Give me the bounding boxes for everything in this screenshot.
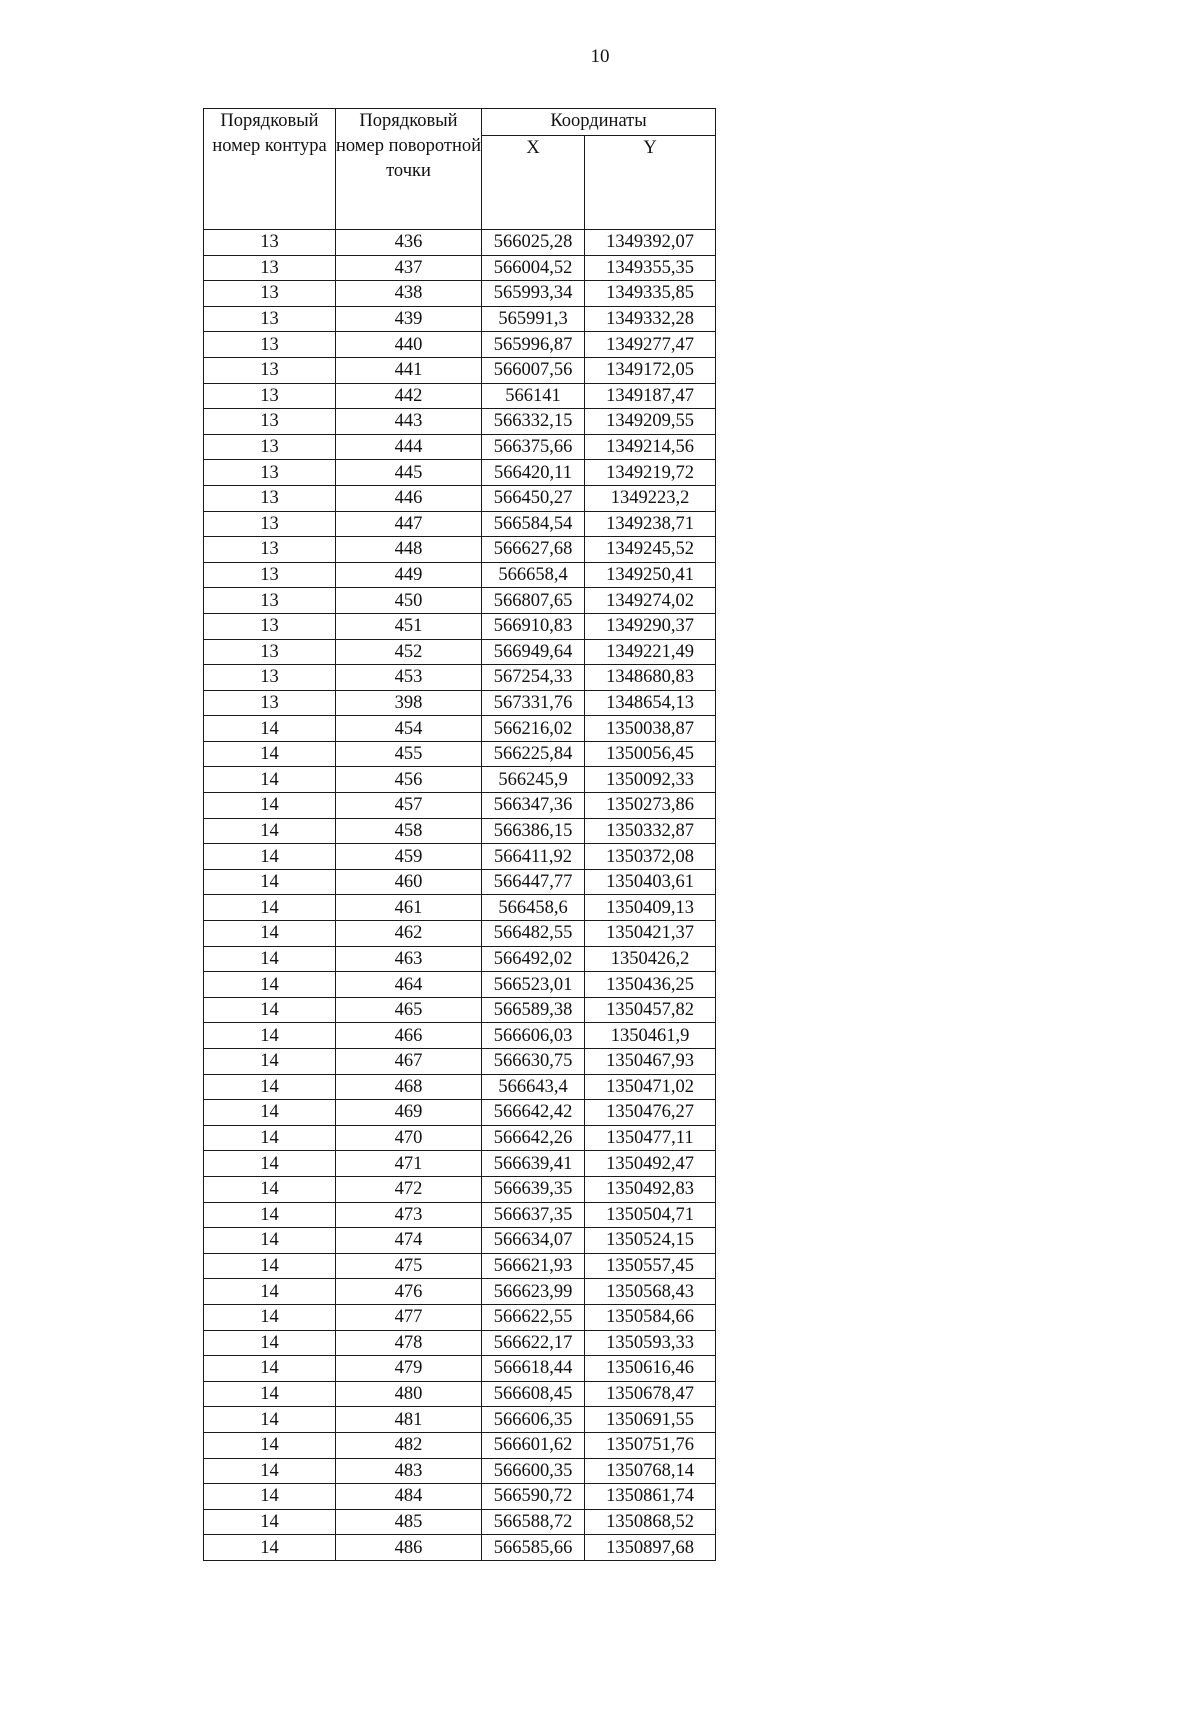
point-number-cell: 448 (336, 537, 482, 563)
x-coordinate-cell: 566910,83 (482, 613, 585, 639)
header-coordinates: Координаты (482, 109, 716, 136)
contour-number-cell: 14 (204, 1381, 336, 1407)
x-coordinate-cell: 566411,92 (482, 844, 585, 870)
table-row (204, 230, 716, 256)
header-point-number: Порядковый номер поворотной точки (336, 109, 482, 230)
y-coordinate-cell: 1348680,83 (585, 665, 716, 691)
y-coordinate-cell: 1350461,9 (585, 1023, 716, 1049)
point-number-cell: 480 (336, 1381, 482, 1407)
y-coordinate-cell: 1350421,37 (585, 921, 716, 947)
table-row (204, 1407, 716, 1433)
y-coordinate-cell: 1350751,76 (585, 1432, 716, 1458)
y-coordinate-cell: 1350273,86 (585, 793, 716, 819)
x-coordinate-cell: 566386,15 (482, 818, 585, 844)
point-number-cell: 470 (336, 1125, 482, 1151)
contour-number-cell: 14 (204, 1023, 336, 1049)
x-coordinate-cell: 566606,03 (482, 1023, 585, 1049)
contour-number-cell: 13 (204, 281, 336, 307)
x-coordinate-cell: 566606,35 (482, 1407, 585, 1433)
y-coordinate-cell: 1350457,82 (585, 997, 716, 1023)
contour-number-cell: 13 (204, 230, 336, 256)
point-number-cell: 458 (336, 818, 482, 844)
y-coordinate-cell: 1350868,52 (585, 1509, 716, 1535)
table-row (204, 588, 716, 614)
contour-number-cell: 14 (204, 1304, 336, 1330)
contour-number-cell: 13 (204, 383, 336, 409)
point-number-cell: 461 (336, 895, 482, 921)
x-coordinate-cell: 566639,41 (482, 1151, 585, 1177)
y-coordinate-cell: 1350467,93 (585, 1049, 716, 1075)
y-coordinate-cell: 1350568,43 (585, 1279, 716, 1305)
y-coordinate-cell: 1349250,41 (585, 562, 716, 588)
point-number-cell: 449 (336, 562, 482, 588)
contour-number-cell: 13 (204, 357, 336, 383)
point-number-cell: 478 (336, 1330, 482, 1356)
x-coordinate-cell: 566658,4 (482, 562, 585, 588)
y-coordinate-cell: 1350056,45 (585, 741, 716, 767)
y-coordinate-cell: 1348654,13 (585, 690, 716, 716)
point-number-cell: 479 (336, 1356, 482, 1382)
point-number-cell: 460 (336, 869, 482, 895)
contour-number-cell: 13 (204, 485, 336, 511)
y-coordinate-cell: 1349223,2 (585, 485, 716, 511)
table-row (204, 1253, 716, 1279)
contour-number-cell: 13 (204, 562, 336, 588)
x-coordinate-cell: 566225,84 (482, 741, 585, 767)
y-coordinate-cell: 1349277,47 (585, 332, 716, 358)
point-number-cell: 486 (336, 1535, 482, 1561)
table-row (204, 946, 716, 972)
point-number-cell: 484 (336, 1484, 482, 1510)
coordinates-table (203, 108, 716, 1561)
table-row (204, 306, 716, 332)
x-coordinate-cell: 566332,15 (482, 409, 585, 435)
table-row (204, 1356, 716, 1382)
point-number-cell: 462 (336, 921, 482, 947)
contour-number-cell: 13 (204, 690, 336, 716)
point-number-cell: 472 (336, 1176, 482, 1202)
table-row (204, 1125, 716, 1151)
point-number-cell: 453 (336, 665, 482, 691)
point-number-cell: 439 (336, 306, 482, 332)
y-coordinate-cell: 1349332,28 (585, 306, 716, 332)
point-number-cell: 471 (336, 1151, 482, 1177)
point-number-cell: 466 (336, 1023, 482, 1049)
point-number-cell: 440 (336, 332, 482, 358)
y-coordinate-cell: 1349238,71 (585, 511, 716, 537)
y-coordinate-cell: 1349290,37 (585, 613, 716, 639)
y-coordinate-cell: 1350524,15 (585, 1228, 716, 1254)
table-row (204, 537, 716, 563)
y-coordinate-cell: 1349219,72 (585, 460, 716, 486)
contour-number-cell: 14 (204, 1432, 336, 1458)
table-row (204, 1049, 716, 1075)
x-coordinate-cell: 566600,35 (482, 1458, 585, 1484)
point-number-cell: 483 (336, 1458, 482, 1484)
x-coordinate-cell: 566492,02 (482, 946, 585, 972)
table-row (204, 1509, 716, 1535)
contour-number-cell: 14 (204, 1407, 336, 1433)
y-coordinate-cell: 1349187,47 (585, 383, 716, 409)
table-row (204, 332, 716, 358)
contour-number-cell: 14 (204, 895, 336, 921)
point-number-cell: 450 (336, 588, 482, 614)
table-row (204, 1484, 716, 1510)
x-coordinate-cell: 566627,68 (482, 537, 585, 563)
point-number-cell: 475 (336, 1253, 482, 1279)
x-coordinate-cell: 566450,27 (482, 485, 585, 511)
table-row (204, 1432, 716, 1458)
y-coordinate-cell: 1350476,27 (585, 1100, 716, 1126)
x-coordinate-cell: 566639,35 (482, 1176, 585, 1202)
table-row (204, 1074, 716, 1100)
x-coordinate-cell: 565993,34 (482, 281, 585, 307)
x-coordinate-cell: 566216,02 (482, 716, 585, 742)
contour-number-cell: 13 (204, 255, 336, 281)
y-coordinate-cell: 1349209,55 (585, 409, 716, 435)
point-number-cell: 443 (336, 409, 482, 435)
contour-number-cell: 14 (204, 997, 336, 1023)
x-coordinate-cell: 566420,11 (482, 460, 585, 486)
table-row (204, 357, 716, 383)
x-coordinate-cell: 566642,42 (482, 1100, 585, 1126)
y-coordinate-cell: 1349335,85 (585, 281, 716, 307)
x-coordinate-cell: 566025,28 (482, 230, 585, 256)
contour-number-cell: 13 (204, 537, 336, 563)
contour-number-cell: 14 (204, 1100, 336, 1126)
page-number: 10 (590, 46, 610, 67)
y-coordinate-cell: 1349214,56 (585, 434, 716, 460)
table-row (204, 1535, 716, 1561)
point-number-cell: 459 (336, 844, 482, 870)
point-number-cell: 467 (336, 1049, 482, 1075)
y-coordinate-cell: 1350403,61 (585, 869, 716, 895)
header-contour-number: Порядковый номер контура (204, 109, 336, 230)
point-number-cell: 485 (336, 1509, 482, 1535)
table-row (204, 1023, 716, 1049)
table-row (204, 1100, 716, 1126)
contour-number-cell: 14 (204, 1202, 336, 1228)
x-coordinate-cell: 565991,3 (482, 306, 585, 332)
point-number-cell: 437 (336, 255, 482, 281)
y-coordinate-cell: 1350092,33 (585, 767, 716, 793)
table-row (204, 409, 716, 435)
y-coordinate-cell: 1349274,02 (585, 588, 716, 614)
table-row (204, 767, 716, 793)
x-coordinate-cell: 566622,55 (482, 1304, 585, 1330)
contour-number-cell: 14 (204, 1279, 336, 1305)
contour-number-cell: 13 (204, 665, 336, 691)
contour-number-cell: 14 (204, 1356, 336, 1382)
contour-number-cell: 14 (204, 1228, 336, 1254)
table-row (204, 1151, 716, 1177)
x-coordinate-cell: 566588,72 (482, 1509, 585, 1535)
x-coordinate-cell: 566585,66 (482, 1535, 585, 1561)
y-coordinate-cell: 1350372,08 (585, 844, 716, 870)
point-number-cell: 455 (336, 741, 482, 767)
x-coordinate-cell: 567254,33 (482, 665, 585, 691)
x-coordinate-cell: 566623,99 (482, 1279, 585, 1305)
contour-number-cell: 13 (204, 613, 336, 639)
x-coordinate-cell: 566807,65 (482, 588, 585, 614)
x-coordinate-cell: 566482,55 (482, 921, 585, 947)
table-body (204, 230, 716, 1561)
point-number-cell: 469 (336, 1100, 482, 1126)
y-coordinate-cell: 1349221,49 (585, 639, 716, 665)
x-coordinate-cell: 566375,66 (482, 434, 585, 460)
y-coordinate-cell: 1350584,66 (585, 1304, 716, 1330)
table-row (204, 613, 716, 639)
contour-number-cell: 13 (204, 306, 336, 332)
contour-number-cell: 14 (204, 1151, 336, 1177)
point-number-cell: 457 (336, 793, 482, 819)
point-number-cell: 476 (336, 1279, 482, 1305)
point-number-cell: 446 (336, 485, 482, 511)
table-row (204, 1228, 716, 1254)
point-number-cell: 474 (336, 1228, 482, 1254)
table-row (204, 1202, 716, 1228)
y-coordinate-cell: 1349392,07 (585, 230, 716, 256)
point-number-cell: 444 (336, 434, 482, 460)
x-coordinate-cell: 566007,56 (482, 357, 585, 383)
y-coordinate-cell: 1349172,05 (585, 357, 716, 383)
x-coordinate-cell: 566642,26 (482, 1125, 585, 1151)
table-row (204, 895, 716, 921)
contour-number-cell: 14 (204, 1049, 336, 1075)
contour-number-cell: 14 (204, 1330, 336, 1356)
x-coordinate-cell: 567331,76 (482, 690, 585, 716)
y-coordinate-cell: 1350492,83 (585, 1176, 716, 1202)
point-number-cell: 468 (336, 1074, 482, 1100)
contour-number-cell: 13 (204, 511, 336, 537)
table-row (204, 997, 716, 1023)
contour-number-cell: 13 (204, 332, 336, 358)
x-coordinate-cell: 566458,6 (482, 895, 585, 921)
point-number-cell: 463 (336, 946, 482, 972)
table-row (204, 716, 716, 742)
point-number-cell: 473 (336, 1202, 482, 1228)
y-coordinate-cell: 1350616,46 (585, 1356, 716, 1382)
point-number-cell: 451 (336, 613, 482, 639)
table-row (204, 1279, 716, 1305)
point-number-cell: 464 (336, 972, 482, 998)
y-coordinate-cell: 1350691,55 (585, 1407, 716, 1433)
table-row (204, 972, 716, 998)
x-coordinate-cell: 566949,64 (482, 639, 585, 665)
y-coordinate-cell: 1350557,45 (585, 1253, 716, 1279)
contour-number-cell: 13 (204, 409, 336, 435)
y-coordinate-cell: 1350409,13 (585, 895, 716, 921)
x-coordinate-cell: 566608,45 (482, 1381, 585, 1407)
contour-number-cell: 14 (204, 767, 336, 793)
x-coordinate-cell: 566589,38 (482, 997, 585, 1023)
y-coordinate-cell: 1350678,47 (585, 1381, 716, 1407)
table-row (204, 1330, 716, 1356)
contour-number-cell: 14 (204, 1484, 336, 1510)
point-number-cell: 441 (336, 357, 482, 383)
table-row (204, 562, 716, 588)
point-number-cell: 481 (336, 1407, 482, 1433)
table-row (204, 1381, 716, 1407)
x-coordinate-cell: 566141 (482, 383, 585, 409)
x-coordinate-cell: 566245,9 (482, 767, 585, 793)
x-coordinate-cell: 566347,36 (482, 793, 585, 819)
point-number-cell: 447 (336, 511, 482, 537)
x-coordinate-cell: 566643,4 (482, 1074, 585, 1100)
y-coordinate-cell: 1350477,11 (585, 1125, 716, 1151)
y-coordinate-cell: 1350471,02 (585, 1074, 716, 1100)
contour-number-cell: 14 (204, 1125, 336, 1151)
table-row (204, 921, 716, 947)
contour-number-cell: 14 (204, 793, 336, 819)
contour-number-cell: 14 (204, 946, 336, 972)
x-coordinate-cell: 566637,35 (482, 1202, 585, 1228)
table-row (204, 1176, 716, 1202)
table-row (204, 383, 716, 409)
header-y: Y (585, 136, 716, 230)
contour-number-cell: 14 (204, 1535, 336, 1561)
y-coordinate-cell: 1349355,35 (585, 255, 716, 281)
x-coordinate-cell: 566447,77 (482, 869, 585, 895)
y-coordinate-cell: 1349245,52 (585, 537, 716, 563)
x-coordinate-cell: 566622,17 (482, 1330, 585, 1356)
table-row (204, 434, 716, 460)
point-number-cell: 454 (336, 716, 482, 742)
contour-number-cell: 14 (204, 921, 336, 947)
table-row (204, 665, 716, 691)
table-row (204, 485, 716, 511)
contour-number-cell: 14 (204, 1458, 336, 1484)
contour-number-cell: 14 (204, 741, 336, 767)
x-coordinate-cell: 566634,07 (482, 1228, 585, 1254)
table-row (204, 1304, 716, 1330)
table-row (204, 281, 716, 307)
table-row (204, 255, 716, 281)
y-coordinate-cell: 1350332,87 (585, 818, 716, 844)
y-coordinate-cell: 1350897,68 (585, 1535, 716, 1561)
x-coordinate-cell: 566618,44 (482, 1356, 585, 1382)
contour-number-cell: 14 (204, 972, 336, 998)
table-row (204, 639, 716, 665)
y-coordinate-cell: 1350768,14 (585, 1458, 716, 1484)
contour-number-cell: 14 (204, 818, 336, 844)
y-coordinate-cell: 1350504,71 (585, 1202, 716, 1228)
table-row (204, 844, 716, 870)
contour-number-cell: 14 (204, 844, 336, 870)
x-coordinate-cell: 566621,93 (482, 1253, 585, 1279)
point-number-cell: 456 (336, 767, 482, 793)
point-number-cell: 465 (336, 997, 482, 1023)
header-x: X (482, 136, 585, 230)
table-row (204, 690, 716, 716)
contour-number-cell: 14 (204, 1074, 336, 1100)
point-number-cell: 398 (336, 690, 482, 716)
table-row (204, 741, 716, 767)
point-number-cell: 445 (336, 460, 482, 486)
contour-number-cell: 14 (204, 1253, 336, 1279)
contour-number-cell: 13 (204, 588, 336, 614)
contour-number-cell: 14 (204, 1509, 336, 1535)
contour-number-cell: 13 (204, 460, 336, 486)
point-number-cell: 482 (336, 1432, 482, 1458)
point-number-cell: 438 (336, 281, 482, 307)
table-row (204, 818, 716, 844)
contour-number-cell: 13 (204, 434, 336, 460)
x-coordinate-cell: 566590,72 (482, 1484, 585, 1510)
y-coordinate-cell: 1350861,74 (585, 1484, 716, 1510)
table-row (204, 460, 716, 486)
y-coordinate-cell: 1350492,47 (585, 1151, 716, 1177)
contour-number-cell: 13 (204, 639, 336, 665)
y-coordinate-cell: 1350038,87 (585, 716, 716, 742)
x-coordinate-cell: 566004,52 (482, 255, 585, 281)
table-row (204, 511, 716, 537)
point-number-cell: 452 (336, 639, 482, 665)
contour-number-cell: 14 (204, 716, 336, 742)
x-coordinate-cell: 566523,01 (482, 972, 585, 998)
y-coordinate-cell: 1350593,33 (585, 1330, 716, 1356)
contour-number-cell: 14 (204, 869, 336, 895)
point-number-cell: 477 (336, 1304, 482, 1330)
table-row (204, 793, 716, 819)
table-row (204, 869, 716, 895)
x-coordinate-cell: 566584,54 (482, 511, 585, 537)
y-coordinate-cell: 1350436,25 (585, 972, 716, 998)
x-coordinate-cell: 566601,62 (482, 1432, 585, 1458)
contour-number-cell: 14 (204, 1176, 336, 1202)
point-number-cell: 442 (336, 383, 482, 409)
y-coordinate-cell: 1350426,2 (585, 946, 716, 972)
x-coordinate-cell: 566630,75 (482, 1049, 585, 1075)
point-number-cell: 436 (336, 230, 482, 256)
x-coordinate-cell: 565996,87 (482, 332, 585, 358)
table-row (204, 1458, 716, 1484)
